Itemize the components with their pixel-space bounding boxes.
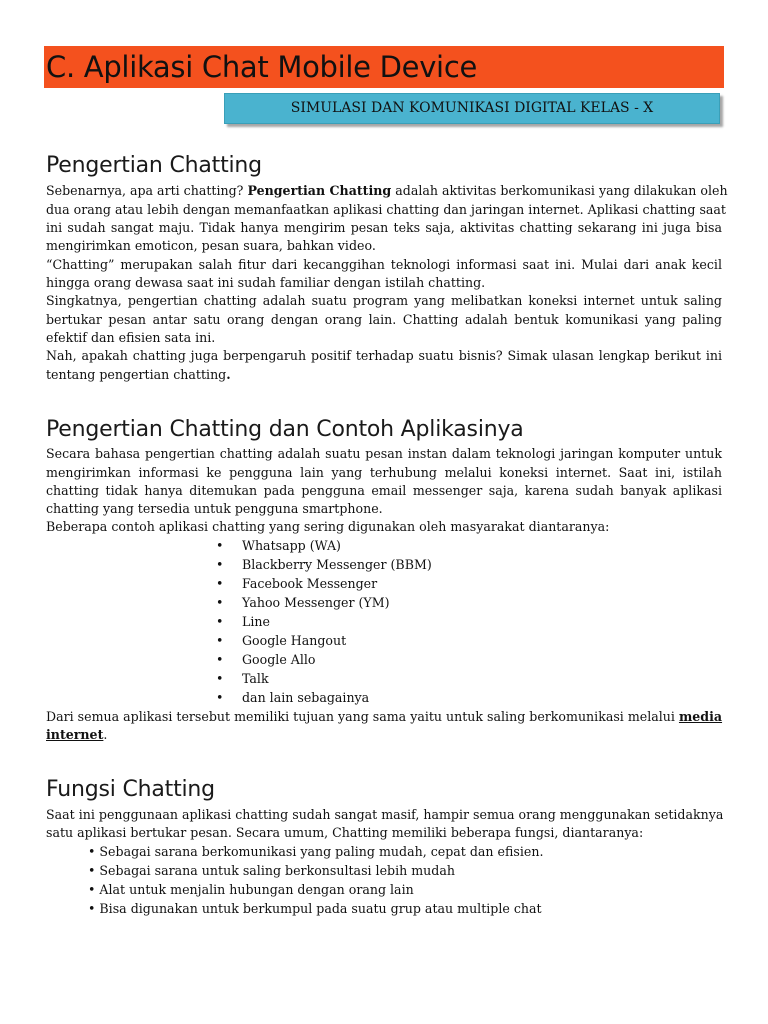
list-item (216, 651, 316, 670)
bullet-icon: • (216, 557, 224, 572)
media-internet-link[interactable]: media (678, 709, 723, 724)
bullet-icon: • (216, 671, 224, 686)
text-span: adalah aktivitas berkomunikasi yang dilakukan oleh (395, 183, 728, 198)
paragraph-line (46, 366, 722, 385)
list-item-label: Line (242, 614, 270, 629)
period: . (103, 727, 108, 742)
paragraph-line (46, 182, 728, 201)
bullet-icon: • (216, 538, 224, 553)
paragraph-line: Singkatnya, pengertian chatting adalah suatu program yang melibatkan koneksi internet untuk saling (46, 293, 722, 308)
paragraph-line: ini sudah sangat maju. Tidak hanya mengirim pesan teks saja, aktivitas chatting sekarang ini juga bisa (46, 220, 722, 235)
paragraph-line: hingga orang dewasa saat ini sudah familiar dengan istilah chatting. (46, 275, 486, 290)
list-item: • Sebagai sarana untuk saling berkonsultasi lebih mudah (88, 863, 455, 878)
list-item (216, 670, 269, 689)
list-item (216, 613, 270, 632)
paragraph-line: Nah, apakah chatting juga berpengaruh positif terhadap suatu bisnis? Simak ulasan lengkap berikut ini (46, 348, 722, 363)
bullet-icon: • (216, 633, 224, 648)
list-item-label: Google Hangout (242, 633, 347, 648)
paragraph-line: chatting tidak hanya ditemukan pada pengguna email messenger saja, karena sudah banyak aplikasi (46, 483, 722, 498)
list-item-label: dan lain sebagainya (242, 690, 370, 705)
list-item (216, 575, 377, 594)
list-item-label: Talk (242, 671, 269, 686)
section-heading-fungsi: Fungsi Chatting (46, 777, 215, 802)
paragraph-line: Saat ini penggunaan aplikasi chatting sudah sangat masif, hampir semua orang menggunakan setidaknya (46, 807, 724, 822)
list-item: • Alat untuk menjalin hubungan dengan orang lain (88, 882, 414, 897)
period: . (226, 367, 231, 382)
paragraph-line (46, 726, 722, 745)
section-heading-contoh-aplikasi: Pengertian Chatting dan Contoh Aplikasinya (46, 417, 524, 442)
list-item-label: Google Allo (242, 652, 316, 667)
title-bar (44, 46, 724, 88)
bullet-icon: • (216, 614, 224, 629)
list-item (216, 632, 346, 651)
subtitle-box (224, 93, 720, 124)
list-item-label: Yahoo Messenger (YM) (242, 595, 390, 610)
paragraph-line: chatting yang tersedia untuk pengguna smartphone. (46, 501, 383, 516)
paragraph-line: efektif dan efisien sata ini. (46, 330, 216, 345)
page-title: C. Aplikasi Chat Mobile Device (46, 50, 477, 84)
list-item: • Sebagai sarana berkomunikasi yang paling mudah, cepat dan efisien. (88, 844, 544, 859)
bullet-icon: • (216, 652, 224, 667)
bold-term: Pengertian Chatting (247, 183, 392, 198)
bullet-icon: • (216, 576, 224, 591)
list-item-label: Whatsapp (WA) (242, 538, 341, 553)
text-span: Sebenarnya, apa arti chatting? (46, 183, 244, 198)
text-span: tentang pengertian chatting (46, 367, 227, 382)
paragraph-line: dua orang atau lebih dengan memanfaatkan aplikasi chatting dan jaringan internet. Aplikasi chatting saat (46, 202, 726, 217)
paragraph-line: mengirimkan emoticon, pesan suara, bahkan video. (46, 238, 376, 253)
text-span: Dari semua aplikasi tersebut memiliki tujuan yang sama yaitu untuk saling berkomunikasi melalui (46, 709, 675, 724)
subtitle-text: SIMULASI DAN KOMUNIKASI DIGITAL KELAS - X (290, 100, 654, 116)
bullet-icon: • (216, 690, 224, 705)
bullet-icon: • (216, 595, 224, 610)
media-internet-link[interactable]: internet (46, 727, 104, 742)
paragraph-line: bertukar pesan antar satu orang dengan orang lain. Chatting adalah bentuk komunikasi yang paling (46, 312, 722, 327)
list-item (216, 556, 432, 575)
list-item (216, 594, 390, 613)
list-item: • Bisa digunakan untuk berkumpul pada suatu grup atau multiple chat (88, 901, 542, 916)
paragraph-line: mengirimkan informasi ke pengguna lain yang terhubung melalui koneksi internet. Saat ini, istilah (46, 465, 722, 480)
list-item (216, 689, 369, 708)
list-item-label: Facebook Messenger (242, 576, 378, 591)
paragraph-line: Beberapa contoh aplikasi chatting yang sering digunakan oleh masyarakat diantaranya: (46, 519, 610, 534)
paragraph-line (46, 708, 722, 727)
paragraph-line: satu aplikasi bertukar pesan. Secara umum, Chatting memiliki beberapa fungsi, diantaranya: (46, 825, 644, 840)
list-item-label: Blackberry Messenger (BBM) (242, 557, 432, 572)
list-item (216, 537, 341, 556)
paragraph-line: Secara bahasa pengertian chatting adalah suatu pesan instan dalam teknologi jaringan komputer untuk (46, 446, 722, 461)
section-heading-pengertian: Pengertian Chatting (46, 153, 262, 178)
paragraph-line: “Chatting” merupakan salah fitur dari kecanggihan teknologi informasi saat ini. Mulai dari anak kecil (46, 257, 722, 272)
